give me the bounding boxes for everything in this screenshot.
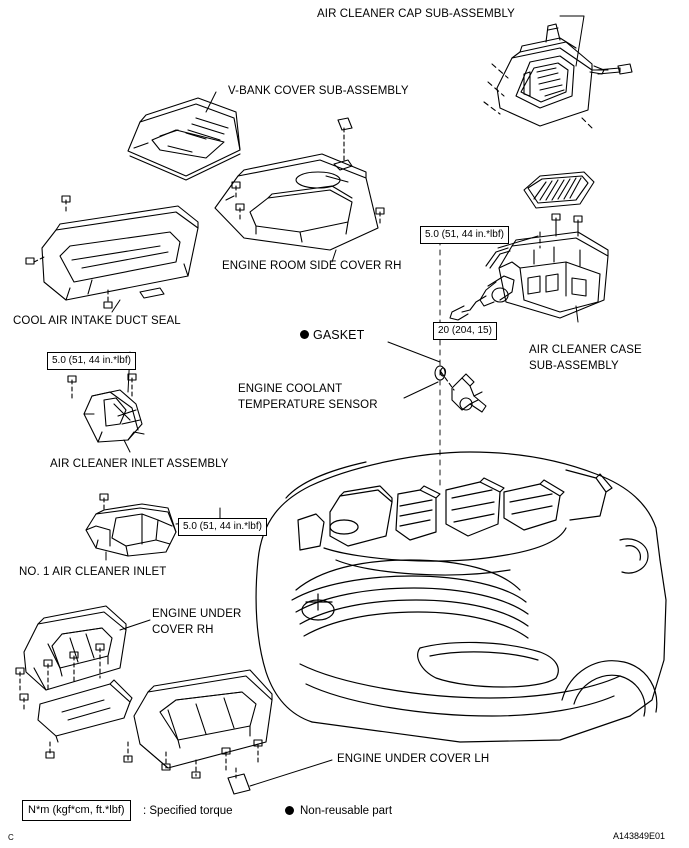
art-coolant-temperature-sensor bbox=[435, 230, 486, 490]
art-no1-air-cleaner-inlet bbox=[86, 494, 176, 556]
label-engine-under-cover-rh-line2: COVER RH bbox=[152, 624, 214, 636]
art-cool-air-intake-duct-seal bbox=[26, 196, 198, 308]
art-engine-under-cover-lh bbox=[124, 670, 272, 794]
non-reusable-marker-gasket bbox=[300, 330, 309, 339]
art-v-bank-cover bbox=[128, 98, 240, 180]
legend-non-reusable-dot bbox=[285, 806, 294, 815]
label-engine-coolant-temperature-sensor-line1: ENGINE COOLANT bbox=[238, 383, 343, 395]
label-engine-coolant-temperature-sensor-line2: TEMPERATURE SENSOR bbox=[238, 399, 378, 411]
torque-no-1-air-cleaner-inlet: 5.0 (51, 44 in.*lbf) bbox=[178, 518, 267, 536]
art-vehicle-outline bbox=[256, 452, 666, 742]
art-air-filter-element bbox=[524, 172, 594, 208]
torque-air-cleaner-inlet-assembly: 5.0 (51, 44 in.*lbf) bbox=[47, 352, 136, 370]
label-engine-under-cover-lh: ENGINE UNDER COVER LH bbox=[337, 753, 490, 765]
art-engine-room-side-cover bbox=[215, 118, 384, 250]
label-gasket: GASKET bbox=[313, 328, 365, 342]
figure-code: A143849E01 bbox=[613, 831, 666, 841]
label-air-cleaner-inlet-assembly: AIR CLEANER INLET ASSEMBLY bbox=[50, 458, 229, 470]
label-engine-under-cover-rh-line1: ENGINE UNDER bbox=[152, 608, 242, 620]
label-cool-air-intake-duct-seal: COOL AIR INTAKE DUCT SEAL bbox=[13, 315, 181, 327]
label-engine-room-side-cover-rh: ENGINE ROOM SIDE COVER RH bbox=[222, 260, 402, 272]
corner-mark: C bbox=[8, 833, 14, 842]
torque-air-cleaner-case: 5.0 (51, 44 in.*lbf) bbox=[420, 226, 509, 244]
art-air-cleaner-inlet-assembly bbox=[68, 374, 144, 442]
art-air-cleaner-cap bbox=[484, 24, 632, 128]
label-air-cleaner-case-sub-assembly-line2: SUB-ASSEMBLY bbox=[529, 360, 619, 372]
legend-torque-key-suffix: : Specified torque bbox=[143, 805, 233, 817]
label-air-cleaner-case-sub-assembly-line1: AIR CLEANER CASE bbox=[529, 344, 642, 356]
art-engine-under-cover-rh bbox=[16, 606, 132, 758]
legend-non-reusable: Non-reusable part bbox=[300, 805, 393, 817]
torque-coolant-sensor: 20 (204, 15) bbox=[433, 322, 497, 340]
label-v-bank-cover-sub-assembly: V-BANK COVER SUB-ASSEMBLY bbox=[228, 85, 409, 97]
label-air-cleaner-cap-sub-assembly: AIR CLEANER CAP SUB-ASSEMBLY bbox=[317, 8, 515, 20]
label-no-1-air-cleaner-inlet: NO. 1 AIR CLEANER INLET bbox=[19, 566, 167, 578]
legend-torque-key: N*m (kgf*cm, ft.*lbf) bbox=[22, 800, 131, 821]
